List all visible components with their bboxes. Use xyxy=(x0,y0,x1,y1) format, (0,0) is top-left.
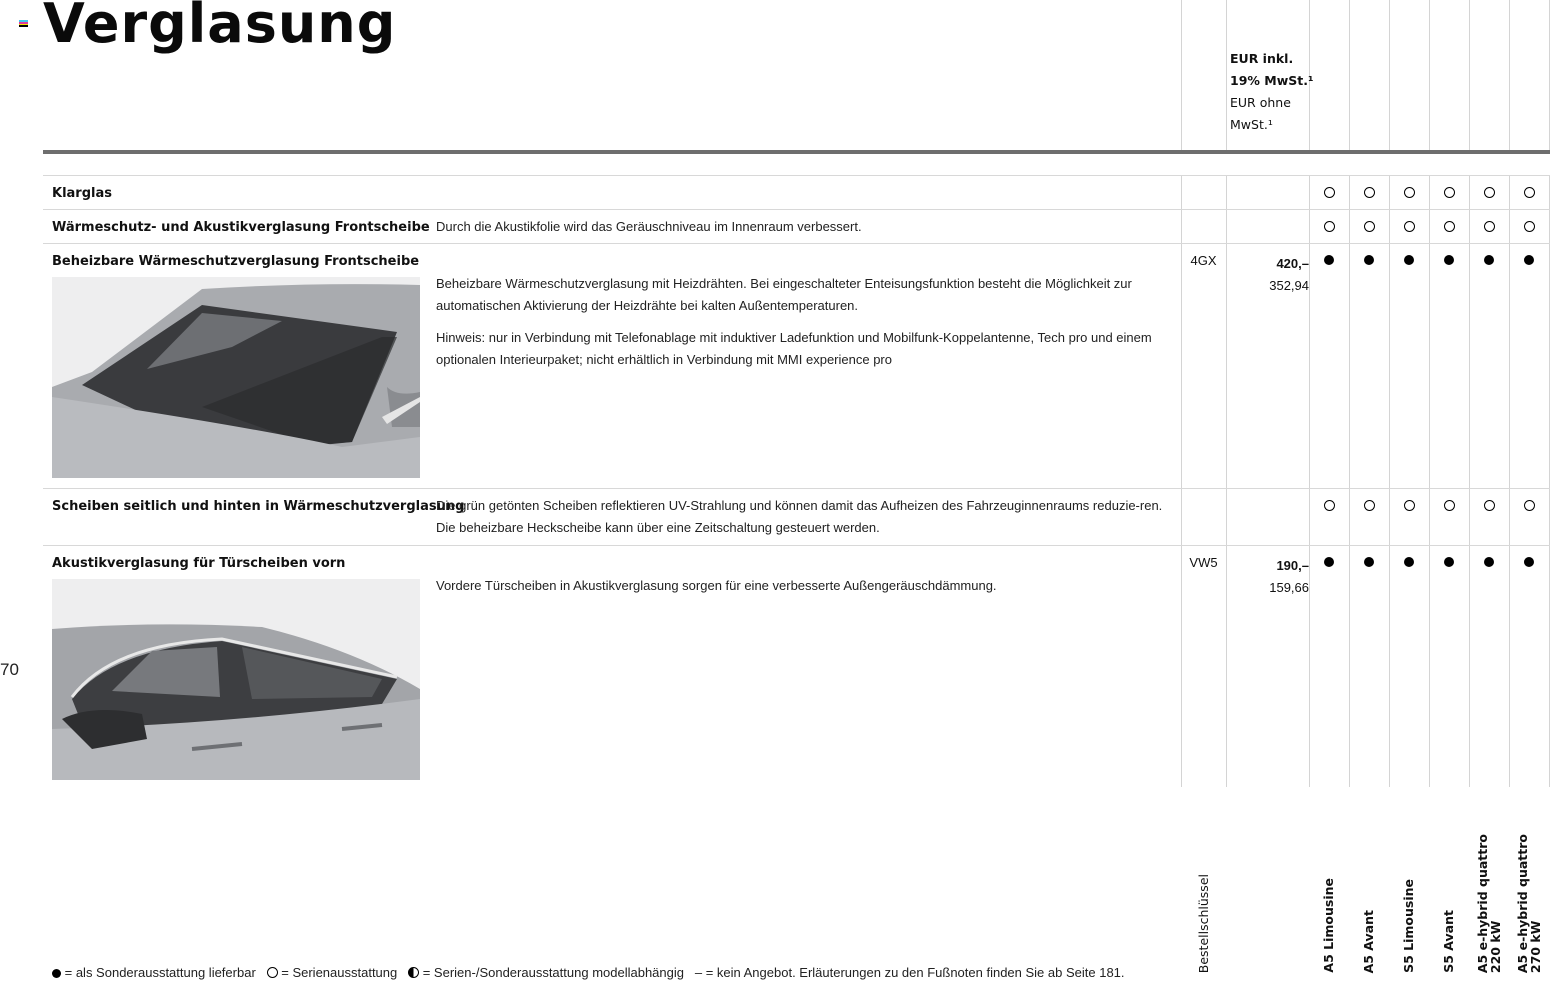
option-icon xyxy=(1509,255,1549,269)
option-icon xyxy=(1389,255,1429,269)
header-model-a5-ehybrid-270: A5 e-hybrid quattro 270 kW xyxy=(1515,833,1543,973)
serie-icon xyxy=(1389,500,1429,515)
option-icon xyxy=(1349,255,1389,269)
option-icon xyxy=(1309,557,1349,571)
serie-icon xyxy=(1469,221,1509,236)
table-row xyxy=(43,175,1550,209)
windshield-photo xyxy=(52,277,420,478)
serie-icon xyxy=(1309,221,1349,236)
order-code: VW5 xyxy=(1189,555,1218,570)
serie-icon xyxy=(1509,500,1549,515)
row-name: Wärmeschutz- und Akustikverglasung Frontscheibe xyxy=(52,220,430,235)
serie-icon xyxy=(1349,221,1389,236)
page-number: 70 xyxy=(0,660,19,679)
header-price: EUR inkl. 19% MwSt.¹ EUR ohne MwSt.¹ xyxy=(1230,51,1314,132)
price: 420,– 352,94 xyxy=(1269,256,1309,293)
equipment-table xyxy=(43,175,1550,790)
legend: = als Sonderausstattung lieferbar = Serienausstattung = Serien-/Sonderausstattung modellabhängig – = kein Angebot. Erläuterungen zu den Fußnoten finden Sie ab Seite 181. xyxy=(52,965,1125,980)
serie-icon xyxy=(1469,187,1509,202)
price: 190,– 159,66 xyxy=(1269,558,1309,595)
page-title: Verglasung xyxy=(43,0,397,55)
table-row xyxy=(43,209,1550,243)
header-model-a5-avant: A5 Avant xyxy=(1361,909,1376,973)
option-icon xyxy=(1429,255,1469,269)
option-icon xyxy=(1309,255,1349,269)
serie-icon xyxy=(1509,187,1549,202)
header-model-s5-avant: S5 Avant xyxy=(1441,910,1456,973)
serie-icon xyxy=(267,967,278,978)
option-icon xyxy=(1429,557,1469,571)
serie-icon xyxy=(1429,500,1469,515)
table-row xyxy=(43,488,1550,545)
serie-icon xyxy=(1349,500,1389,515)
header-model-a5-ehybrid-220: A5 e-hybrid quattro 220 kW xyxy=(1475,833,1503,973)
row-description: Beheizbare Wärmeschutzverglasung mit Heizdrähten. Bei eingeschalteter Enteisungsfunktion besteht die Möglichkeit zur automatischen Aktivierung der Heizdrähte bei kalten Außentemperaturen. Hinweis: nur in Verbindung mit Telefonablage mit induktiver Ladefunktion und Mobilfunk-Koppelantenne, Tech pro und einem optionalen Interieurpaket; nicht erhältlich in Verbindung mit MMI experience pro xyxy=(436,276,1152,367)
serie-icon xyxy=(1309,500,1349,515)
option-icon xyxy=(52,969,61,978)
row-name: Scheiben seitlich und hinten in Wärmeschutzverglasung xyxy=(52,499,465,514)
serie-icon xyxy=(1469,500,1509,515)
serie-icon xyxy=(1509,221,1549,236)
option-icon xyxy=(1509,557,1549,571)
none-icon: – xyxy=(694,965,703,980)
row-description: Die grün getönten Scheiben reflektieren UV-Strahlung und können damit das Aufheizen des Fahrzeuginnenraums reduzie-ren. Die beheizbare Heckscheibe kann über eine Zeitschaltung gesteuert werden. xyxy=(436,498,1163,535)
row-description: Vordere Türscheiben in Akustikverglasung sorgen für eine verbesserte Außengeräuschdämmung. xyxy=(436,578,997,593)
option-icon xyxy=(1349,557,1389,571)
serie-icon xyxy=(1349,187,1389,202)
row-name: Beheizbare Wärmeschutzverglasung Frontscheibe xyxy=(52,254,420,269)
header-divider xyxy=(43,150,1550,154)
serie-icon xyxy=(1389,187,1429,202)
option-icon xyxy=(1469,557,1509,571)
side-windows-photo xyxy=(52,579,420,780)
row-name: Klarglas xyxy=(52,186,112,201)
table-row xyxy=(43,545,1550,790)
serie-icon xyxy=(1429,221,1469,236)
option-icon xyxy=(1389,557,1429,571)
header-model-s5-limousine: S5 Limousine xyxy=(1401,879,1416,973)
row-name: Akustikverglasung für Türscheiben vorn xyxy=(52,556,346,571)
serie-icon xyxy=(1429,187,1469,202)
serie-icon xyxy=(1309,187,1349,202)
model-dependent-icon xyxy=(408,967,419,978)
print-color-mark xyxy=(19,20,28,27)
header-model-a5-limousine: A5 Limousine xyxy=(1321,878,1336,973)
order-code: 4GX xyxy=(1190,253,1217,268)
option-icon xyxy=(1469,255,1509,269)
header-order-key: Bestellschlüssel xyxy=(1196,873,1211,973)
row-description: Durch die Akustikfolie wird das Geräuschniveau im Innenraum verbessert. xyxy=(436,219,862,234)
table-row xyxy=(43,243,1550,488)
serie-icon xyxy=(1389,221,1429,236)
